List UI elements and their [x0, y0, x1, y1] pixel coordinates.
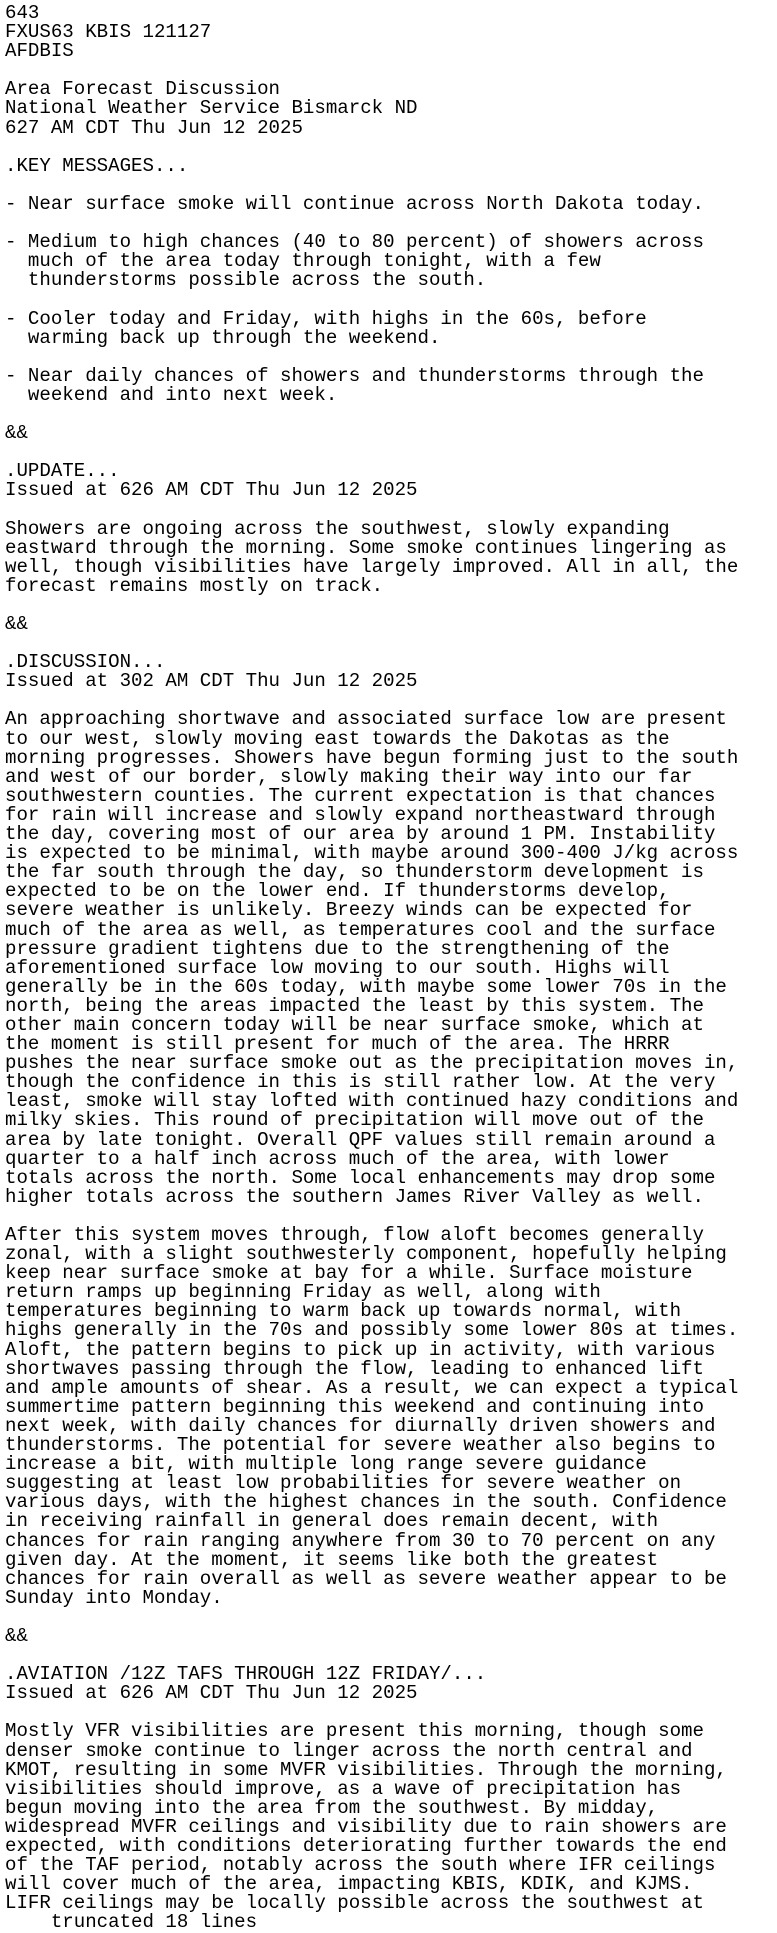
text-line: [5, 443, 777, 462]
text-line: the day, covering most of our area by around 1 PM. Instability: [5, 823, 716, 846]
key-messages-section: [5, 138, 777, 444]
text-line: [5, 405, 777, 424]
text-line: chances for rain ranging anywhere from 30 to 70 percent on any: [5, 1529, 716, 1552]
text-line: thunderstorms possible across the south.: [5, 269, 487, 292]
header-block: [5, 4, 777, 138]
text-line: chances for rain overall as well as severe weather appear to be: [5, 1567, 727, 1590]
text-line: AFDBIS: [5, 40, 74, 63]
truncation-note: truncated 18 lines: [5, 1911, 258, 1933]
text-line: &&: [5, 1624, 28, 1647]
text-line: suggesting at least low probabilities for severe weather on: [5, 1472, 682, 1495]
text-line: though the confidence in this is still rather low. At the very: [5, 1071, 716, 1094]
text-line: keep near surface smoke at bay for a while. Surface moisture: [5, 1262, 693, 1285]
text-line: [5, 1608, 777, 1627]
text-line: Mostly VFR visibilities are present this morning, though some: [5, 1720, 704, 1743]
text-line: summertime pattern beginning this weekend and continuing into: [5, 1395, 704, 1418]
text-line: to our west, slowly moving east towards the Dakotas as the: [5, 727, 670, 750]
text-line: highs generally in the 70s and possibly some lower 80s at times.: [5, 1319, 739, 1342]
text-line: totals across the north. Some local enhancements may drop some: [5, 1166, 716, 1189]
text-line: denser smoke continue to linger across the north central and: [5, 1739, 693, 1762]
text-line: Issued at 302 AM CDT Thu Jun 12 2025: [5, 670, 418, 693]
text-line: shortwaves passing through the flow, leading to enhanced lift: [5, 1357, 704, 1380]
text-line: aforementioned surface low moving to our south. Highs will: [5, 956, 670, 979]
text-line: Area Forecast Discussion: [5, 78, 280, 101]
discussion-section: [5, 634, 777, 1646]
text-line: An approaching shortwave and associated surface low are present: [5, 708, 727, 731]
text-line: is expected to be minimal, with maybe around 300-400 J/kg across: [5, 842, 739, 865]
text-line: next week, with daily chances for diurnally driven showers and: [5, 1414, 716, 1437]
text-line: &&: [5, 613, 28, 635]
text-line: [5, 348, 777, 367]
update-section: [5, 443, 777, 634]
text-line: increase a bit, with multiple long range severe guidance: [5, 1453, 647, 1476]
text-line: [5, 290, 777, 309]
text-line: will cover much of the area, impacting KBIS, KDIK, and KJMS.: [5, 1873, 693, 1896]
text-line: temperatures beginning to warm back up towards normal, with: [5, 1300, 682, 1323]
text-line: - Near daily chances of showers and thunderstorms through the: [5, 364, 704, 387]
text-line: much of the area today through tonight, with a few: [5, 250, 601, 273]
text-line: expected, with conditions deteriorating further towards the end: [5, 1835, 727, 1857]
text-line: milky skies. This round of precipitation will move out of the: [5, 1109, 704, 1132]
text-line: north, being the areas impacted the least by this system. The: [5, 994, 704, 1017]
text-line: [5, 138, 777, 157]
text-line: begun moving into the area from the southwest. By midday,: [5, 1796, 659, 1819]
text-line: LIFR ceilings may be locally possible across the southwest at: [5, 1892, 704, 1915]
text-line: expected to be on the lower end. If thunderstorms develop,: [5, 880, 670, 903]
text-line: National Weather Service Bismarck ND: [5, 97, 418, 120]
text-line: Aloft, the pattern begins to pick up in activity, with various: [5, 1338, 716, 1361]
text-line: other main concern today will be near surface smoke, which at: [5, 1013, 704, 1036]
text-line: zonal, with a slight southwesterly component, hopefully helping: [5, 1243, 727, 1266]
text-line: return ramps up beginning Friday as well, along with: [5, 1281, 601, 1304]
text-line: and ample amounts of shear. As a result, we can expect a typical: [5, 1376, 739, 1399]
text-line: the far south through the day, so thunderstorm development is: [5, 861, 704, 884]
text-line: and west of our border, slowly making their way into our far: [5, 765, 693, 788]
aviation-section: [5, 1646, 777, 1913]
text-line: much of the area as well, as temperatures cool and the surface: [5, 918, 716, 941]
text-line: [5, 596, 777, 615]
text-line: various days, with the highest chances in the south. Confidence: [5, 1491, 727, 1514]
text-line: .KEY MESSAGES...: [5, 154, 189, 177]
text-line: severe weather is unlikely. Breezy winds can be expected for: [5, 899, 693, 922]
text-line: pushes the near surface smoke out as the precipitation moves in,: [5, 1052, 739, 1075]
text-line: given day. At the moment, it seems like both the greatest: [5, 1548, 659, 1571]
text-line: FXUS63 KBIS 121127: [5, 21, 212, 44]
text-line: After this system moves through, flow aloft becomes generally: [5, 1224, 704, 1246]
text-line: Sunday into Monday.: [5, 1586, 223, 1609]
text-line: thunderstorms. The potential for severe weather also begins to: [5, 1434, 716, 1457]
text-line: - Cooler today and Friday, with highs in the 60s, before: [5, 307, 647, 330]
text-line: .UPDATE...: [5, 460, 120, 483]
text-line: &&: [5, 422, 28, 445]
text-line: the moment is still present for much of the area. The HRRR: [5, 1033, 670, 1056]
text-line: Issued at 626 AM CDT Thu Jun 12 2025: [5, 1682, 418, 1705]
text-line: [5, 500, 777, 519]
text-line: - Medium to high chances (40 to 80 percent) of showers across: [5, 231, 704, 254]
text-line: .AVIATION /12Z TAFS THROUGH 12Z FRIDAY/...: [5, 1663, 487, 1686]
text-line: forecast remains mostly on track.: [5, 574, 384, 597]
text-line: higher totals across the southern James River Valley as well.: [5, 1185, 704, 1208]
text-line: in receiving rainfall in general does remain decent, with: [5, 1510, 659, 1533]
text-line: pressure gradient tightens due to the strengthening of the: [5, 937, 670, 960]
text-line: 643: [5, 2, 40, 24]
text-line: .DISCUSSION...: [5, 651, 166, 674]
text-line: Issued at 626 AM CDT Thu Jun 12 2025: [5, 479, 418, 502]
text-line: morning progresses. Showers have begun forming just to the south: [5, 746, 739, 769]
text-line: for rain will increase and slowly expand northeastward through: [5, 803, 716, 826]
text-line: well, though visibilities have largely improved. All in all, the: [5, 555, 739, 578]
text-line: - Near surface smoke will continue across North Dakota today.: [5, 192, 704, 215]
text-line: visibilities should improve, as a wave of precipitation has: [5, 1777, 682, 1800]
text-line: weekend and into next week.: [5, 383, 338, 406]
text-line: generally be in the 60s today, with maybe some lower 70s in the: [5, 975, 727, 998]
text-line: southwestern counties. The current expectation is that chances: [5, 784, 716, 807]
text-line: KMOT, resulting in some MVFR visibilities. Through the morning,: [5, 1758, 727, 1781]
text-line: quarter to a half inch across much of the area, with lower: [5, 1147, 670, 1170]
text-line: 627 AM CDT Thu Jun 12 2025: [5, 116, 303, 139]
text-line: eastward through the morning. Some smoke continues lingering as: [5, 536, 727, 559]
text-line: widespread MVFR ceilings and visibility due to rain showers are: [5, 1815, 727, 1838]
text-line: area by late tonight. Overall QPF values still remain around a: [5, 1128, 716, 1151]
text-line: warming back up through the weekend.: [5, 326, 441, 349]
text-line: of the TAF period, notably across the south where IFR ceilings: [5, 1854, 716, 1877]
text-line: Showers are ongoing across the southwest, slowly expanding: [5, 517, 670, 540]
text-line: least, smoke will stay lofted with continued hazy conditions and: [5, 1090, 739, 1113]
